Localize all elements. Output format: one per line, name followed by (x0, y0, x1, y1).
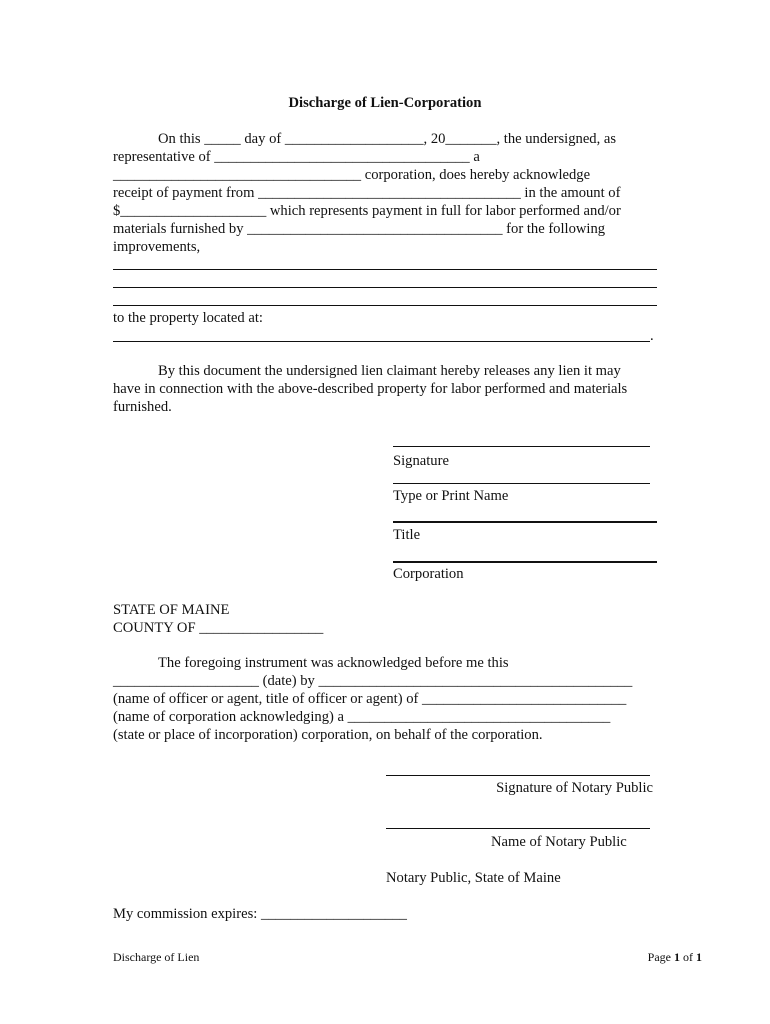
commission-expires: My commission expires: ____________________ (113, 906, 407, 922)
notary-name-line[interactable] (386, 828, 650, 829)
p2-line-3: furnished. (113, 399, 172, 415)
p3-line-1: The foregoing instrument was acknowledged before me this (158, 655, 509, 671)
notary-signature-line[interactable] (386, 775, 650, 776)
improvements-line-3[interactable] (113, 305, 657, 306)
corporation-label: Corporation (393, 566, 464, 582)
p1-line-6: materials furnished by ___________________________________ for the following (113, 221, 606, 237)
property-label: to the property located at: (113, 310, 263, 326)
p1-line-3: __________________________________ corporation, does hereby acknowledge (113, 167, 591, 183)
footer-page-current: 1 (674, 950, 680, 964)
p3-line-5: (state or place of incorporation) corporation, on behalf of the corporation. (113, 727, 543, 743)
p3-line-3: (name of officer or agent, title of officer or agent) of ____________________________ (113, 691, 627, 707)
footer-page-number (600, 948, 702, 966)
county-label: COUNTY OF _________________ (113, 620, 324, 636)
print-name-line[interactable] (393, 483, 650, 484)
property-period: . (650, 328, 654, 344)
footer-page-total: 1 (696, 950, 702, 964)
p3-line-2: ____________________ (date) by ___________________________________________ (113, 673, 633, 689)
p1-line-2: representative of ___________________________________ a (113, 149, 480, 165)
footer-page-of: of (680, 950, 696, 964)
title-line[interactable] (393, 521, 657, 523)
p3-line-4: (name of corporation acknowledging) a ____________________________________ (113, 709, 611, 725)
signature-label: Signature (393, 453, 449, 469)
improvements-line-2[interactable] (113, 287, 657, 288)
print-name-label: Type or Print Name (393, 488, 509, 504)
notary-name-label: Name of Notary Public (491, 834, 627, 850)
improvements-line-1[interactable] (113, 269, 657, 270)
corporation-line[interactable] (393, 561, 657, 563)
p2-line-1: By this document the undersigned lien claimant hereby releases any lien it may (158, 363, 621, 379)
document-title: Discharge of Lien-Corporation (288, 95, 482, 111)
p1-line-1: On this _____ day of ___________________, 20_______, the undersigned, as (158, 131, 617, 147)
signature-line[interactable] (393, 446, 650, 447)
title-label: Title (393, 527, 421, 543)
footer-left: Discharge of Lien (113, 950, 200, 964)
notary-signature-label: Signature of Notary Public (496, 780, 653, 796)
notary-state-label: Notary Public, State of Maine (386, 870, 561, 886)
p1-line-4: receipt of payment from ____________________________________ in the amount of (113, 185, 621, 201)
footer-page-prefix: Page (647, 950, 674, 964)
state-label: STATE OF MAINE (113, 602, 230, 618)
p1-line-7: improvements, (113, 239, 201, 255)
p2-line-2: have in connection with the above-described property for labor performed and materials (113, 381, 628, 397)
property-address-line[interactable] (113, 341, 650, 342)
p1-line-5: $____________________ which represents payment in full for labor performed and/or (113, 203, 621, 219)
